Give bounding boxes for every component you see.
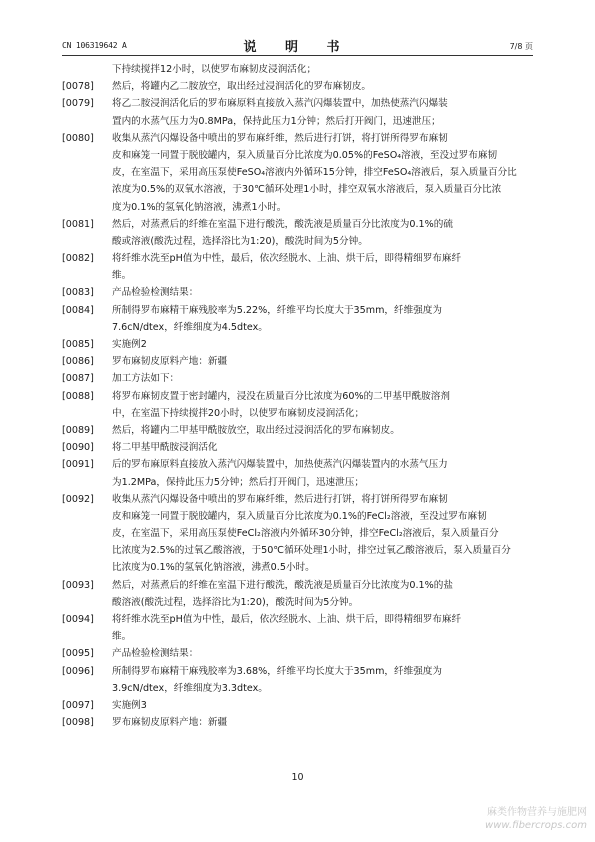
line-text: 将乙二胺浸润活化后的罗布麻原料直接放入蒸汽闪爆装置中，加热使蒸汽闪爆装 xyxy=(112,98,448,110)
text-line xyxy=(62,267,533,284)
text-line xyxy=(62,319,533,336)
paragraph-number: [0088] xyxy=(62,390,94,402)
line-text: 度为0.1%的氢氧化钠溶液，沸煮1小时。 xyxy=(112,201,287,213)
line-text: 3.9cN/dtex，纤维细度为3.3dtex。 xyxy=(112,682,268,694)
patent-number: CN 106319642 A xyxy=(62,41,127,50)
line-text: 酸溶液(酸洗过程，选择浴比为1:20)，酸洗时间为5分钟。 xyxy=(112,596,359,608)
line-text: 浓度为0.5%的双氧水溶液，于30℃循环处理1小时，排空双氧水溶液后，泵入质量百分比浓 xyxy=(112,184,502,196)
text-line xyxy=(62,113,533,130)
page-indicator: 7/8 页 xyxy=(509,42,533,51)
line-text: 皮，在室温下，采用高压泵使FeSO₄溶液内外循环15分钟，排空FeSO₄溶液后，泵入质量百分比 xyxy=(112,167,517,179)
text-line xyxy=(62,645,533,662)
paragraph-number: [0097] xyxy=(62,699,94,711)
text-line xyxy=(62,284,533,301)
line-text: 加工方法如下： xyxy=(112,373,180,385)
paragraph-number: [0081] xyxy=(62,218,94,230)
paragraph-number: [0084] xyxy=(62,304,94,316)
text-line xyxy=(62,95,533,112)
paragraph-number: [0082] xyxy=(62,253,94,265)
text-line xyxy=(62,405,533,422)
document-title: 说 明 书 xyxy=(243,40,352,55)
text-line xyxy=(62,250,533,267)
line-text: 皮，在室温下，采用高压泵使FeCl₂溶液内外循环30分钟，排空FeCl₂溶液后，泵入质量百分 xyxy=(112,528,499,540)
line-text: 维。 xyxy=(112,631,132,643)
paragraph-number: [0085] xyxy=(62,339,94,350)
line-text: 将罗布麻韧皮置于密封罐内，浸没在质量百分比浓度为60%的二甲基甲酰胺溶剂 xyxy=(112,390,450,402)
line-text: 收集从蒸汽闪爆设备中喷出的罗布麻纤维，然后进行打饼，将打饼所得罗布麻韧 xyxy=(112,132,448,144)
line-text: 然后，将罐内乙二胺放空，取出经过浸润活化的罗布麻韧皮。 xyxy=(112,81,372,93)
text-line xyxy=(62,302,533,319)
paragraph-number: [0087] xyxy=(62,373,94,385)
paragraph-number: [0098] xyxy=(62,717,94,729)
paragraph-number: [0079] xyxy=(62,98,94,110)
line-text: 所制得罗布麻精干麻残胶率为5.22%，纤维平均长度大于35mm，纤维强度为 xyxy=(112,304,442,316)
watermark xyxy=(485,806,587,832)
paragraph-number: [0086] xyxy=(62,356,94,368)
line-text: 为1.2MPa，保持此压力5分钟；然后打开阀门，迅速泄压； xyxy=(112,476,364,488)
text-line xyxy=(62,199,533,216)
line-text: 将二甲基甲酰胺浸润活化 xyxy=(112,442,218,454)
page-number: 10 xyxy=(291,772,304,783)
paragraph-number: [0095] xyxy=(62,648,94,660)
line-text: 实施例2 xyxy=(112,339,147,350)
paragraph-number: [0091] xyxy=(62,459,94,471)
document-body xyxy=(62,61,533,731)
text-line xyxy=(62,439,533,456)
line-text: 所制得罗布麻精干麻残胶率为3.68%，纤维平均长度大于35mm，纤维强度为 xyxy=(112,665,442,677)
text-line xyxy=(62,422,533,439)
line-text: 比浓度为0.1%的氢氧化钠溶液，沸煮0.5小时。 xyxy=(112,562,315,574)
paragraph-number: [0083] xyxy=(62,287,94,299)
text-line xyxy=(62,130,533,147)
text-line xyxy=(62,525,533,542)
text-line xyxy=(62,714,533,731)
text-line xyxy=(62,370,533,387)
text-line xyxy=(62,353,533,370)
line-text: 将纤维水洗至pH值为中性，最后，依次经脱水、上油、烘干后，即得精细罗布麻纤 xyxy=(112,253,462,265)
text-line xyxy=(62,388,533,405)
text-line xyxy=(62,594,533,611)
line-text: 产品检验检测结果： xyxy=(112,287,199,299)
line-text: 收集从蒸汽闪爆设备中喷出的罗布麻纤维，然后进行打饼，将打饼所得罗布麻韧 xyxy=(112,493,448,505)
line-text: 置内的水蒸气压力为0.8MPa，保持此压力1分钟；然后打开阀门，迅速泄压； xyxy=(112,115,441,127)
text-line xyxy=(62,164,533,181)
paragraph-number: [0092] xyxy=(62,493,94,505)
line-text: 罗布麻韧皮原料产地：新疆 xyxy=(112,717,228,729)
line-text: 然后，对蒸煮后的纤维在室温下进行酸洗，酸洗液是质量百分比浓度为0.1%的盐 xyxy=(112,579,453,591)
paragraph-number: [0090] xyxy=(62,442,94,454)
page-header xyxy=(62,38,533,54)
line-text: 皮和麻笼一同置于脱胶罐内，泵入质量百分比浓度为0.05%的FeSO₄溶液，至没过罗布麻韧 xyxy=(112,149,498,161)
line-text: 维。 xyxy=(112,270,132,282)
text-line xyxy=(62,474,533,491)
header-divider xyxy=(62,55,533,56)
text-line xyxy=(62,61,533,78)
text-line xyxy=(62,147,533,164)
text-line xyxy=(62,336,533,353)
line-text: 罗布麻韧皮原料产地：新疆 xyxy=(112,356,228,368)
text-line xyxy=(62,216,533,233)
text-line xyxy=(62,680,533,697)
text-line xyxy=(62,663,533,680)
line-text: 皮和麻笼一同置于脱胶罐内，泵入质量百分比浓度为0.1%的FeCl₂溶液，至没过罗布麻韧 xyxy=(112,510,487,522)
paragraph-number: [0089] xyxy=(62,424,94,436)
line-text: 7.6cN/dtex，纤维细度为4.5dtex。 xyxy=(112,321,268,333)
paragraph-number: [0094] xyxy=(62,614,94,625)
line-text: 酸或溶液(酸洗过程，选择浴比为1:20)，酸洗时间为5分钟。 xyxy=(112,235,368,247)
text-line xyxy=(62,577,533,594)
text-line xyxy=(62,697,533,714)
text-line xyxy=(62,491,533,508)
watermark-url: www.fibercrops.com xyxy=(485,820,587,831)
watermark-cn: 麻类作物营养与施肥网 xyxy=(487,807,587,818)
text-line xyxy=(62,456,533,473)
line-text: 产品检验检测结果： xyxy=(112,648,199,660)
text-line xyxy=(62,508,533,525)
line-text: 比浓度为2.5%的过氧乙酸溶液，于50℃循环处理1小时，排空过氧乙酸溶液后，泵入质量百分 xyxy=(112,545,511,557)
line-text: 下持续搅拌12小时，以使罗布麻韧皮浸润活化； xyxy=(112,64,317,75)
paragraph-number: [0078] xyxy=(62,81,94,93)
text-line xyxy=(62,78,533,95)
paragraph-number: [0096] xyxy=(62,665,94,677)
line-text: 实施例3 xyxy=(112,699,147,711)
text-line xyxy=(62,628,533,645)
line-text: 中，在室温下持续搅拌20小时，以使罗布麻韧皮浸润活化； xyxy=(112,407,365,419)
text-line xyxy=(62,181,533,198)
line-text: 后的罗布麻原料直接放入蒸汽闪爆装置中，加热使蒸汽闪爆装置内的水蒸气压力 xyxy=(112,459,448,471)
text-line xyxy=(62,233,533,250)
text-line xyxy=(62,559,533,576)
text-line xyxy=(62,611,533,628)
line-text: 然后，将罐内二甲基甲酰胺放空，取出经过浸润活化的罗布麻韧皮。 xyxy=(112,424,400,436)
line-text: 将纤维水洗至pH值为中性，最后，依次经脱水、上油、烘干后，即得精细罗布麻纤 xyxy=(112,614,462,625)
paragraph-number: [0093] xyxy=(62,579,94,591)
line-text: 然后，对蒸煮后的纤维在室温下进行酸洗，酸洗液是质量百分比浓度为0.1%的硫 xyxy=(112,218,453,230)
paragraph-number: [0080] xyxy=(62,132,94,144)
text-line xyxy=(62,542,533,559)
